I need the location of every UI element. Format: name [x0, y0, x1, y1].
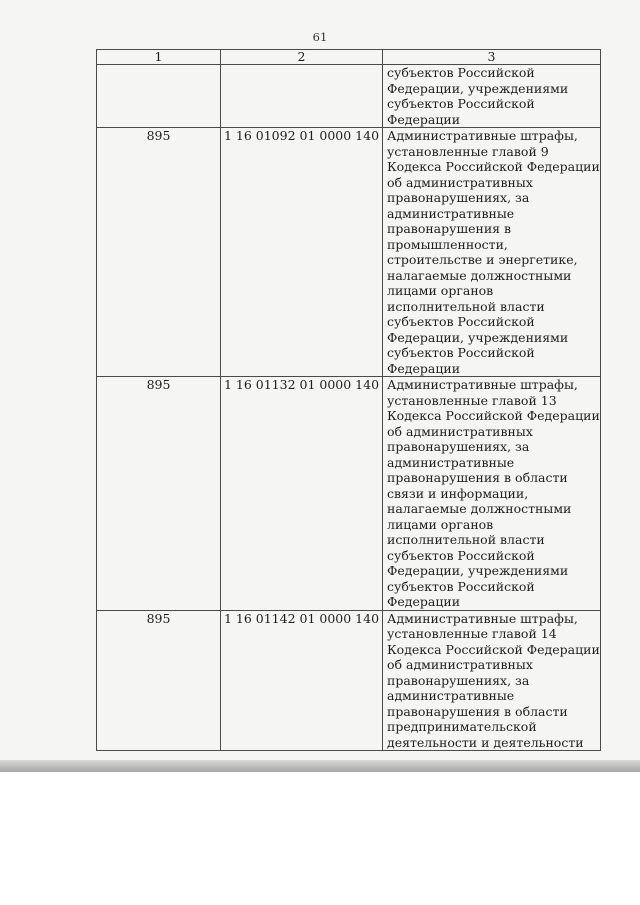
description-line: строительстве и энергетике,	[387, 252, 578, 267]
description-line: Кодекса Российской Федерации	[387, 408, 600, 423]
budget-classification-code-cell: 1 16 01092 01 0000 140	[221, 128, 383, 377]
description-line: правонарушения в области	[387, 703, 568, 719]
description-line: субъектов Российской	[387, 65, 535, 80]
description-line: установленные главой 9	[387, 143, 549, 159]
budget-classification-code-cell: 1 16 01142 01 0000 140	[221, 610, 383, 751]
description-line: деятельности и деятельности	[387, 734, 584, 750]
description-line: правонарушениях, за	[387, 439, 530, 454]
table-body	[97, 65, 601, 751]
description-line: об административных	[387, 657, 533, 672]
description-line: Федерации	[387, 111, 461, 127]
description-line: правонарушения в	[387, 221, 512, 236]
description-line: предпринимательской	[387, 719, 537, 734]
revenue-description-cell	[383, 128, 601, 377]
admin-code-cell	[97, 65, 221, 128]
description-line: административные	[387, 205, 515, 221]
description-line: Административные штрафы,	[387, 610, 578, 626]
admin-code-cell: 895	[97, 128, 221, 377]
description-line: административные	[387, 688, 515, 703]
budget-classification-code-cell: 1 16 01132 01 0000 140	[221, 377, 383, 611]
table-row	[97, 128, 601, 377]
description-line: Федерации	[387, 360, 461, 376]
budget-codes-table	[96, 49, 601, 751]
table-header-row	[97, 50, 601, 65]
description-line: лицами органов	[387, 516, 494, 532]
description-line: Административные штрафы,	[387, 128, 578, 143]
description-line: правонарушениях, за	[387, 672, 530, 688]
table-row	[97, 610, 601, 751]
description-line: административные	[387, 454, 515, 470]
description-line: правонарушения в области	[387, 470, 568, 485]
description-line: установленные главой 14	[387, 626, 557, 641]
description-line: Кодекса Российской Федерации	[387, 159, 600, 174]
description-line: Административные штрафы,	[387, 377, 578, 392]
revenue-description-cell	[383, 610, 601, 751]
description-line: исполнительной власти	[387, 298, 545, 314]
description-line: Кодекса Российской Федерации	[387, 641, 600, 657]
description-line: Федерации, учреждениями	[387, 80, 569, 96]
budget-classification-code-cell	[221, 65, 383, 128]
revenue-description-cell	[383, 377, 601, 611]
description-line: субъектов Российской	[387, 578, 535, 594]
table-row	[97, 65, 601, 128]
description-line: связи и информации,	[387, 485, 529, 501]
description-line: субъектов Российской	[387, 547, 535, 563]
description-line: правонарушениях, за	[387, 190, 530, 205]
page-number: 61	[312, 30, 328, 44]
description-line: Федерации, учреждениями	[387, 329, 569, 345]
header-col-3: 3	[383, 50, 601, 65]
revenue-description-cell	[383, 65, 601, 128]
description-line: Федерации	[387, 594, 461, 609]
description-line: установленные главой 13	[387, 392, 557, 408]
description-line: Федерации, учреждениями	[387, 563, 569, 578]
description-line: субъектов Российской	[387, 96, 535, 111]
admin-code-cell: 895	[97, 610, 221, 751]
description-line: субъектов Российской	[387, 314, 535, 329]
description-line: об административных	[387, 423, 533, 439]
description-line: налагаемые должностными	[387, 267, 572, 283]
admin-code-cell: 895	[97, 377, 221, 611]
description-line: налагаемые должностными	[387, 501, 572, 516]
description-line: лицами органов	[387, 283, 494, 298]
description-line: об административных	[387, 174, 533, 190]
table-row	[97, 377, 601, 611]
description-line: субъектов Российской	[387, 345, 535, 360]
description-line: исполнительной власти	[387, 532, 545, 547]
description-line: промышленности,	[387, 236, 508, 252]
header-col-1: 1	[97, 50, 221, 65]
header-col-2: 2	[221, 50, 383, 65]
scan-shadow-edge	[0, 760, 640, 772]
